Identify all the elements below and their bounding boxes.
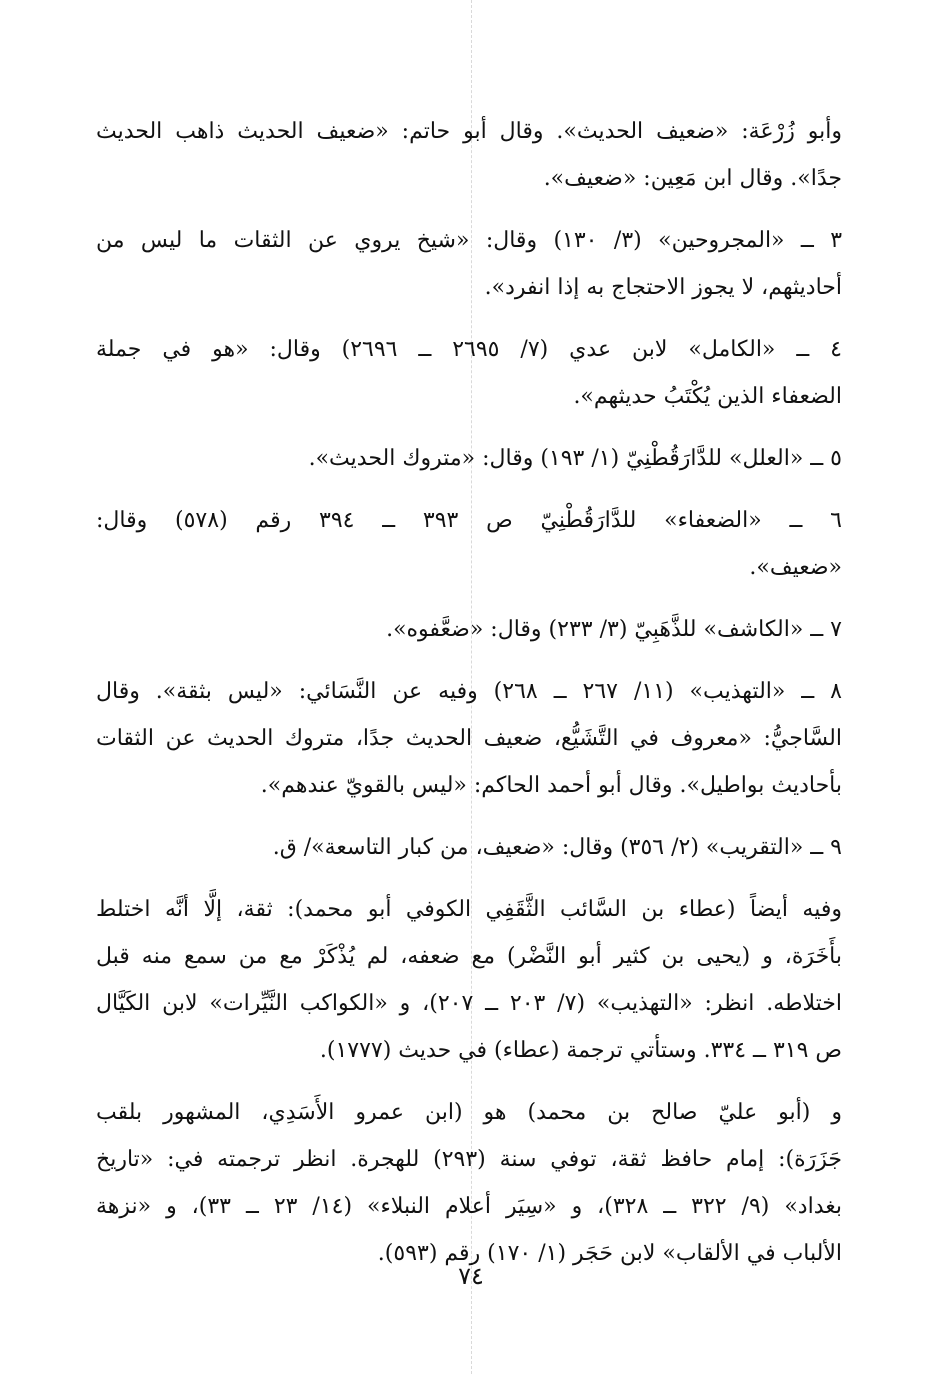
- paragraph: [96, 824, 842, 871]
- paragraph: [96, 217, 842, 311]
- text-line: وأبو زُرْعَة: «ضعيف الحديث». وقال أبو حاتم: «ضعيف الحديث ذاهب الحديث: [96, 119, 842, 144]
- text-line: ٤ ــ «الكامل» لابن عدي (٧/ ٢٦٩٥ ــ ٢٦٩٦) وقال: «هو في جملة: [96, 337, 842, 362]
- text-line: السَّاجيُّ: «معروف في التَّشَيُّع، ضعيف الحديث جدًا، متروك الحديث عن الثقات: [96, 726, 842, 751]
- text-line: الضعفاء الذين يُكْتَبُ حديثهم».: [573, 384, 842, 409]
- text-line: وفيه أيضاً (عطاء بن السَّائب الثَّقَفِي الكوفي أبو محمد): ثقة، إلَّا أنَّه اختلط: [96, 897, 842, 922]
- paragraph: [96, 108, 842, 202]
- text-line: ٥ ــ «العلل» للدَّارَقُطْنِيّ (١/ ١٩٣) وقال: «متروك الحديث».: [308, 446, 842, 471]
- paragraph: [96, 1089, 842, 1277]
- text-line: أحاديثهم، لا يجوز الاحتجاج به إذا انفرد».: [484, 275, 842, 300]
- text-line: جَزَرَة): إمام حافظ ثقة، توفي سنة (٢٩٣) للهجرة. انظر ترجمته في: «تاريخ: [96, 1147, 842, 1172]
- text-line: ٦ ــ «الضعفاء» للدَّارَقُطْنِيّ ص ٣٩٣ ــ ٣٩٤ رقم (٥٧٨) وقال:: [96, 508, 842, 533]
- paragraph: [96, 497, 842, 591]
- text-line: ٨ ــ «التهذيب» (١١/ ٢٦٧ ــ ٢٦٨) وفيه عن النَّسَائي: «ليس بثقة». وقال: [96, 679, 842, 704]
- text-line: ص ٣١٩ ــ ٣٣٤. وستأتي ترجمة (عطاء) في حديث (١٧٧٧).: [319, 1038, 842, 1063]
- text-line: بأحاديث بواطيل». وقال أبو أحمد الحاكم: «ليس بالقويّ عندهم».: [260, 773, 842, 798]
- paragraph: [96, 886, 842, 1074]
- text-line: «ضعيف».: [749, 555, 842, 580]
- text-line: اختلاطه. انظر: «التهذيب» (٧/ ٢٠٣ ــ ٢٠٧)، و «الكواكب النَّيِّرات» لابن الكَيَّال: [96, 991, 842, 1016]
- text-line: جدًا». وقال ابن مَعِين: «ضعيف».: [543, 166, 842, 191]
- text-line: ٧ ــ «الكاشف» للذَّهَبِيّ (٣/ ٢٣٣) وقال: «ضعَّفوه».: [386, 617, 842, 642]
- text-line: ٣ ــ «المجروحين» (٣/ ١٣٠) وقال: «شيخ يروي عن الثقات ما ليس من: [96, 228, 842, 253]
- text-line: ٩ ــ «التقريب» (٢/ ٣٥٦) وقال: «ضعيف، من كبار التاسعة»/ ق.: [272, 835, 842, 860]
- text-line: الألباب في الألقاب» لابن حَجَر (١/ ١٧٠) رقم (٥٩٣).: [377, 1241, 842, 1266]
- page-body-text: [96, 108, 842, 1292]
- paragraph: [96, 668, 842, 809]
- paragraph: [96, 606, 842, 653]
- page-number: ٧٤: [458, 1262, 484, 1290]
- text-line: و (أبو عليّ صالح بن محمد) هو (ابن عمرو الأَسَدِي، المشهور بلقب: [96, 1100, 842, 1125]
- text-line: بغداد» (٩/ ٣٢٢ ــ ٣٢٨)، و «سِيَر أعلام النبلاء» (١٤/ ٢٣ ــ ٣٣)، و «نزهة: [96, 1194, 842, 1219]
- paragraph: [96, 326, 842, 420]
- text-line: بأَخَرَة، و (يحيى بن كثير أبو النَّضْر) مع ضعفه، لم يُذْكَرْ مع من سمع منه قبل: [96, 944, 842, 969]
- paragraph: [96, 435, 842, 482]
